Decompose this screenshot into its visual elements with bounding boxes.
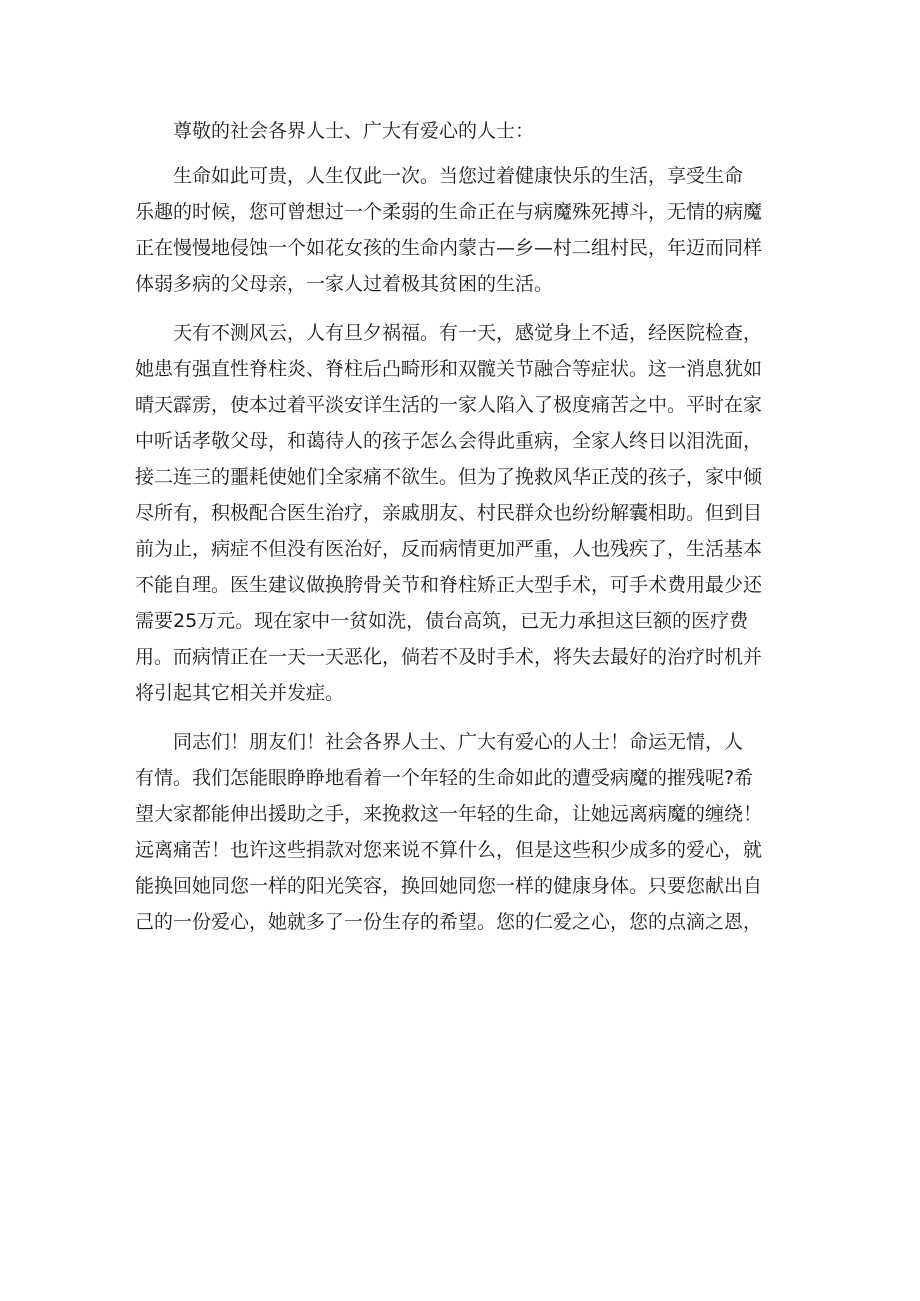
paragraph-line: 望大家都能伸出援助之手，来挽救这一年轻的生命，让她远离病魔的缠绕！ [135, 803, 763, 825]
salutation [135, 113, 795, 149]
paragraph-line: 晴天霹雳，使本过着平淡安详生活的一家人陷入了极度痛苦之中。平时在家 [135, 394, 763, 416]
paragraph-line: 乐趣的时候，您可曾想过一个柔弱的生命正在与病魔殊死搏斗，无情的病魔 [135, 201, 763, 223]
paragraph-line: 前为止，病症不但没有医治好，反而病情更加严重，人也残疾了，生活基本 [135, 538, 763, 560]
paragraph-line: 需要25万元。现在家中一贫如洗，债台高筑，已无力承担这巨额的医疗费 [135, 610, 749, 632]
paragraph-line: 将引起其它相关并发症。 [135, 682, 345, 704]
paragraph-1 [135, 158, 795, 302]
paragraph-line: 中听话孝敬父母，和蔼待人的孩子怎么会得此重病，全家人终日以泪洗面， [135, 430, 763, 452]
paragraph-line: 体弱多病的父母亲，一家人过着极其贫困的生活。 [135, 273, 554, 295]
paragraph-line: 有情。我们怎能眼睁睁地看着一个年轻的生命如此的遭受病魔的摧残呢?希 [135, 767, 754, 789]
paragraph-line: 尽所有，积极配合医生治疗，亲戚朋友、村民群众也纷纷解囊相助。但到目 [135, 502, 763, 524]
paragraph-line: 用。而病情正在一天一天恶化，倘若不及时手术，将失去最好的治疗时机并 [135, 646, 763, 668]
letter-body [135, 113, 795, 953]
paragraph-3 [135, 724, 795, 940]
salutation-line: 尊敬的社会各界人士、广大有爱心的人士： [173, 120, 535, 142]
paragraph-line: 不能自理。医生建议做换胯骨关节和脊柱矫正大型手术，可手术费用最少还 [135, 574, 763, 596]
paragraph-2 [135, 315, 795, 711]
paragraph-line: 正在慢慢地侵蚀一个如花女孩的生命内蒙古—乡—村二组村民，年迈而同样 [135, 237, 763, 259]
paragraph-line: 同志们！朋友们！社会各界人士、广大有爱心的人士！命运无情，人 [173, 731, 744, 753]
paragraph-line: 接二连三的噩耗使她们全家痛不欲生。但为了挽救风华正茂的孩子，家中倾 [135, 466, 763, 488]
paragraph-line: 生命如此可贵，人生仅此一次。当您过着健康快乐的生活，享受生命 [173, 165, 744, 187]
paragraph-line: 远离痛苦！也许这些捐款对您来说不算什么，但是这些积少成多的爱心，就 [135, 839, 763, 861]
paragraph-line: 她患有强直性脊柱炎、脊柱后凸畸形和双髋关节融合等症状。这一消息犹如 [135, 358, 763, 380]
paragraph-line: 己的一份爱心，她就多了一份生存的希望。您的仁爱之心，您的点滴之恩， [135, 911, 763, 933]
paragraph-line: 能换回她同您一样的阳光笑容，换回她同您一样的健康身体。只要您献出自 [135, 875, 763, 897]
paragraph-line: 天有不测风云，人有旦夕祸福。有一天，感觉身上不适，经医院检查， [173, 322, 763, 344]
